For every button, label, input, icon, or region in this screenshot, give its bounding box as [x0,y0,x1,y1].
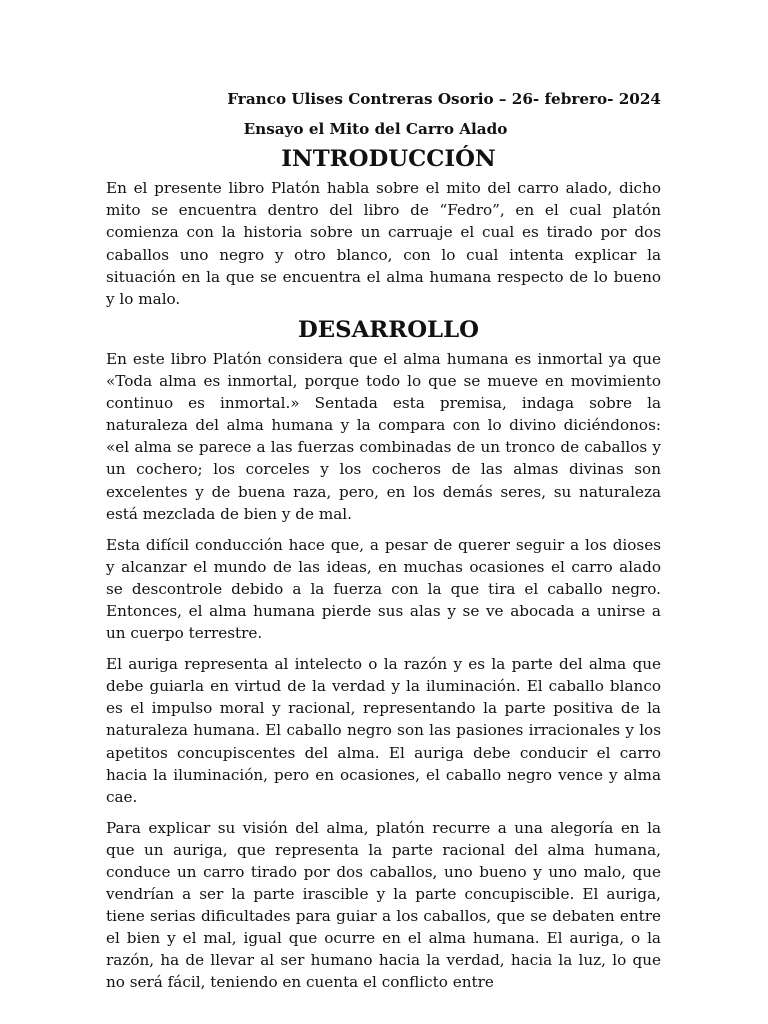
body-paragraph-3: El auriga representa al intelecto o la razón y es la parte del alma que debe guiarla en virtud de la verdad y la iluminación. El caballo blanco es el impulso moral y racional, representando la parte positiva de la naturaleza humana. El caballo negro son las pasiones irracionales y los apetitos concupiscentes del alma. El auriga debe conducir el carro hacia la iluminación, pero en ocasiones, el caballo negro vence y alma cae. [106,655,661,806]
body-paragraph-1: En este libro Platón considera que el alma humana es inmortal ya que «Toda alma es inmortal, porque todo lo que se mueve en movimiento continuo es inmortal.» Sentada esta premisa, indaga sobre la naturaleza del alma humana y la compara con lo divino diciéndonos: «el alma se parece a las fuerzas combinadas de un tronco de caballos y un cochero; los corceles y los cocheros de las almas divinas son excelentes y de buena raza, pero, en los demás seres, su naturaleza está mezclada de bien y de mal. [106,349,661,523]
essay-title: Ensayo el Mito del Carro Alado [243,120,508,139]
section-heading-desarrollo: DESARROLLO [298,316,479,343]
intro-paragraph: En el presente libro Platón habla sobre el mito del carro alado, dicho mito se encuentra dentro del libro de “Fedro”, en el cual platón comienza con la historia sobre un carruaje el cual es tirado por dos caballos uno negro y otro blanco, con lo cual intenta explicar la situación en la que se encuentra el alma humana respecto de lo bueno y lo malo. [106,179,661,308]
body-paragraph-2: Esta difícil conducción hace que, a pesar de querer seguir a los dioses y alcanzar el mundo de las ideas, en muchas ocasiones el carro alado se descontrole debido a la fuerza con la que tira el caballo negro. Entonces, el alma humana pierde sus alas y se ve abocada a unirse a un cuerpo terrestre. [106,535,661,643]
section-heading-introduccion: INTRODUCCIÓN [281,146,496,173]
author-date-line: Franco Ulises Contreras Osorio – 26- febrero- 2024 [227,90,661,108]
body-paragraph-4: Para explicar su visión del alma, platón recurre a una alegoría en la que un auriga, que representa la parte racional del alma humana, conduce un carro tirado por dos caballos, uno bueno y uno malo, que vendrían a ser la parte irascible y la parte concupiscible. El auriga, tiene serias dificultades para guiar a los caballos, que se debaten entre el bien y el mal, igual que ocurre en el alma humana. El auriga, o la razón, ha de llevar al ser humano hacia la verdad, hacia la luz, lo que no será fácil, teniendo en cuenta el conflicto entre [106,818,661,992]
document-page [106,88,661,994]
